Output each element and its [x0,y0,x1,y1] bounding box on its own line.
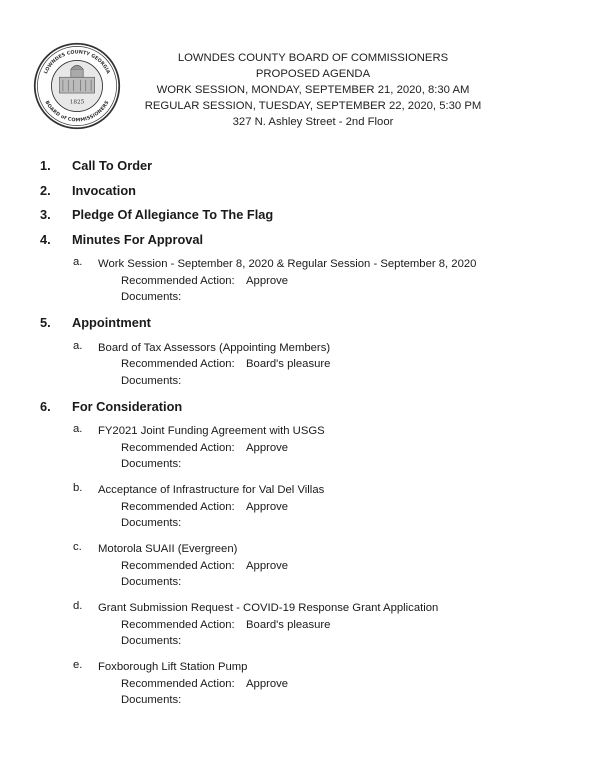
section-number: 1. [40,158,51,173]
section-number: 5. [40,315,51,330]
item-letter: a. [73,256,83,268]
agenda-section [0,207,600,232]
header-line: 327 N. Ashley Street - 2nd Floor [232,116,394,128]
agenda-item [0,659,600,709]
svg-text:BOARD of COMMISSIONERS: BOARD of COMMISSIONERS [43,100,111,124]
header-line: PROPOSED AGENDA [255,68,371,80]
item-letter: c. [73,541,82,553]
recommended-action-value: Approve [246,500,289,513]
recommended-action-value: Approve [246,677,289,690]
documents-label: Documents: [121,694,182,707]
county-seal-logo [33,42,121,130]
section-title: For Consideration [72,398,183,414]
header-line: REGULAR SESSION, TUESDAY, SEPTEMBER 22, 2020, 5:30 PM [144,100,482,112]
section-title: Pledge Of Allegiance To The Flag [72,207,274,222]
recommended-action-label: Recommended Action: [121,677,235,690]
recommended-action-value: Board's pleasure [246,618,331,631]
item-title: Motorola SUAII (Evergreen) [98,543,238,555]
header-line: WORK SESSION, MONDAY, SEPTEMBER 21, 2020, 8:30 AM [156,84,470,96]
item-title: Board of Tax Assessors (Appointing Members) [98,341,331,354]
agenda-item [0,541,600,591]
svg-text:LOWNDES COUNTY GEORGIA: LOWNDES COUNTY GEORGIA [43,50,111,75]
recommended-action-label: Recommended Action: [121,559,235,572]
documents-label: Documents: [121,458,182,471]
item-title: Grant Submission Request - COVID-19 Response Grant Application [98,602,439,614]
documents-label: Documents: [121,635,182,648]
section-number: 6. [40,398,51,414]
agenda-section [0,158,600,183]
agenda-item [0,340,600,390]
section-title: Minutes For Approval [72,231,204,247]
agenda-item [0,423,600,473]
documents-label: Documents: [121,291,182,304]
recommended-action-label: Recommended Action: [121,441,235,454]
item-title: Work Session - September 8, 2020 & Regular Session - September 8, 2020 [98,258,477,270]
item-letter: b. [73,482,83,494]
agenda-header [128,50,498,130]
agenda-section [0,183,600,208]
item-title: Acceptance of Infrastructure for Val Del Villas [98,484,325,496]
item-letter: e. [73,659,83,671]
item-letter: d. [73,600,83,612]
agenda-item [0,482,600,532]
item-letter: a. [73,339,83,352]
recommended-action-label: Recommended Action: [121,274,235,287]
section-title: Invocation [72,182,136,198]
section-title: Call To Order [72,158,153,173]
agenda-item [0,600,600,650]
item-title: FY2021 Joint Funding Agreement with USGS [98,425,325,437]
recommended-action-value: Approve [246,559,289,572]
section-number: 3. [40,207,51,222]
header-line: LOWNDES COUNTY BOARD OF COMMISSIONERS [177,52,449,64]
svg-text:1825: 1825 [69,99,85,106]
agenda-list [0,158,600,718]
agenda-section [0,232,600,257]
agenda-section [0,399,600,424]
recommended-action-value: Approve [246,274,289,287]
agenda-item [0,256,600,306]
recommended-action-label: Recommended Action: [121,618,235,631]
recommended-action-value: Board's pleasure [246,358,331,371]
documents-label: Documents: [121,374,182,387]
section-number: 4. [40,231,51,247]
documents-label: Documents: [121,517,182,530]
agenda-section [0,315,600,340]
section-title: Appointment [72,315,151,330]
documents-label: Documents: [121,576,182,589]
recommended-action-value: Approve [246,441,289,454]
item-title: Foxborough Lift Station Pump [98,661,248,673]
recommended-action-label: Recommended Action: [121,358,235,371]
item-letter: a. [73,423,83,435]
section-number: 2. [40,182,51,198]
recommended-action-label: Recommended Action: [121,500,235,513]
